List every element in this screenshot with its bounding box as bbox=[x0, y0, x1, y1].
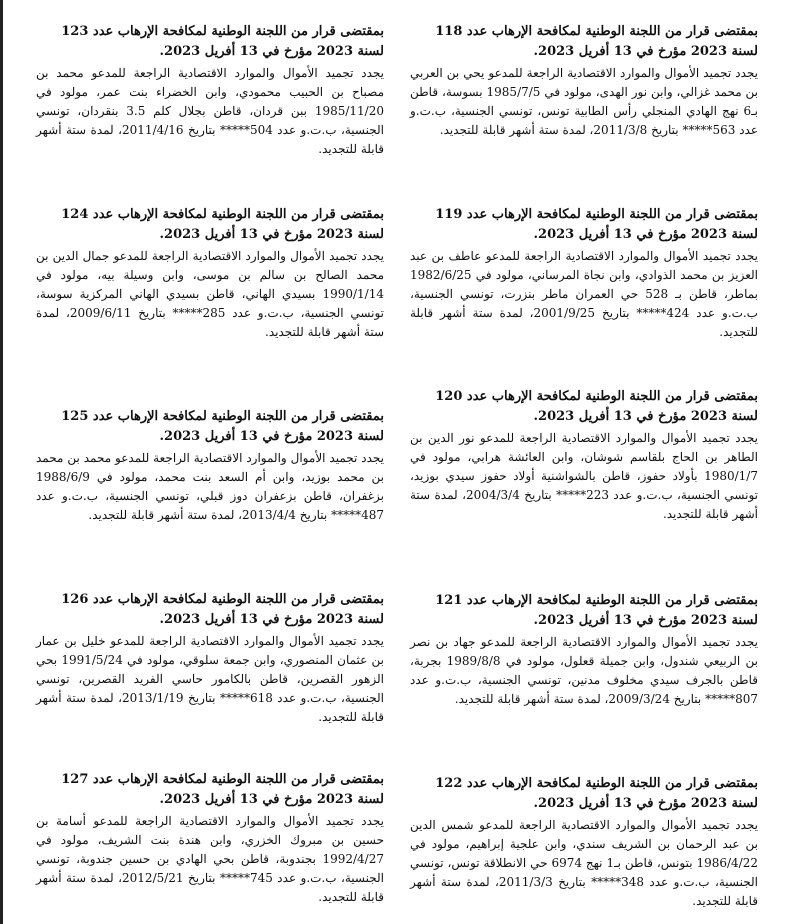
decision-heading: بمقتضى قرار من اللجنة الوطنية لمكافحة الإرهاب عدد 120 لسنة 2023 مؤرخ في 13 أفريل 2023. bbox=[435, 389, 758, 424]
decision-entry-125 bbox=[36, 407, 384, 525]
decision-body: يجدد تجميد الأموال والموارد الاقتصادية الراجعة للمدعو خليل بن عمار بن عثمان المنصوري، وابن جمعة سلوقي، مولود في 1991/5/24 بحي الزهور القصرين، قاطن بالكامور حاسي الفريد القصرين، تونسي الجنسية، ب.ت.و عدد 618***** بتاريخ 2013/1/19، لمدة ستة أشهر قابلة للتجديد. bbox=[36, 634, 385, 724]
decision-heading: بمقتضى قرار من اللجنة الوطنية لمكافحة الإرهاب عدد 124 لسنة 2023 مؤرخ في 13 أفريل 2023. bbox=[61, 207, 384, 242]
decision-entry-127 bbox=[36, 770, 384, 907]
decision-heading: بمقتضى قرار من اللجنة الوطنية لمكافحة الإرهاب عدد 119 لسنة 2023 مؤرخ في 13 أفريل 2023. bbox=[435, 207, 758, 242]
decision-entry-122 bbox=[410, 774, 758, 911]
decision-entry-123 bbox=[36, 22, 384, 159]
decision-body: يجدد تجميد الأموال والموارد الاقتصادية الراجعة للمدعو أسامة بن حسين بن مبروك الخزري، وابن هندة بنت الشريف، مولود في 1992/4/27 بجندوبة، قاطن بحي الهادي بن حسين جندوبة، تونسي الجنسية، ب.ت.و عدد 745***** بتاريخ 2012/5/21، لمدة ستة أشهر قابلة للتجديد. bbox=[36, 814, 384, 904]
decision-entry-120 bbox=[410, 387, 758, 524]
decision-body: يجدد تجميد الأموال والموارد الاقتصادية الراجعة للمدعو جهاد بن نصر بن الربيعي شندول، وابن جميلة قعلول، مولود في 1989/8/8 بجربة، قاطن بالجرف سيدي مخلوف مدنين، تونسي الجنسية، ب.ت.و عدد 807***** بتاريخ 2009/3/24، لمدة ستة أشهر قابلة للتجديد. bbox=[410, 635, 758, 706]
decision-heading: بمقتضى قرار من اللجنة الوطنية لمكافحة الإرهاب عدد 123 لسنة 2023 مؤرخ في 13 أفريل 2023. bbox=[61, 24, 384, 59]
decision-body: يجدد تجميد الأموال والموارد الاقتصادية الراجعة للمدعو شمس الدين بن عبد الرحمان بن الشريف سندي، وابن علجية إبراهيم، مولود في 1986/4/22 بتونس، قاطن بـ1 نهج 6974 حي الانطلاقة تونس، تونسي الجنسية، ب.ت.و عدد 348***** بتاريخ 2011/3/3، لمدة ستة أشهر قابلة للتجديد. bbox=[410, 818, 758, 908]
decision-body: يجدد تجميد الأموال والموارد الاقتصادية الراجعة للمدعو محمد بن مصباح بن الحبيب محمودي، وابن الخضراء بنت عمر، مولود في 1985/11/20 ببن قردان، قاطن بجلال كلم 3.5 بنقردان، تونسي الجنسية، ب.ت.و عدد 504***** بتاريخ 2011/4/16، لمدة ستة أشهر قابلة للتجديد. bbox=[36, 66, 384, 156]
decision-entry-119 bbox=[410, 205, 758, 342]
decision-body: يجدد تجميد الأموال والموارد الاقتصادية الراجعة للمدعو عاطف بن عبد العزيز بن محمد الذوادي، وابن نجاة المرساني، مولود في 1982/6/25 بماطر، قاطن بـ 528 حي العمران ماطر بنزرت، تونسي الجنسية، ب.ت.و عدد 424***** بتاريخ 2001/9/25، لمدة ستة أشهر قابلة للتجديد. bbox=[410, 249, 759, 339]
decision-heading: بمقتضى قرار من اللجنة الوطنية لمكافحة الإرهاب عدد 118 لسنة 2023 مؤرخ في 13 أفريل 2023. bbox=[435, 24, 758, 59]
decision-heading: بمقتضى قرار من اللجنة الوطنية لمكافحة الإرهاب عدد 125 لسنة 2023 مؤرخ في 13 أفريل 2023. bbox=[61, 409, 384, 444]
decision-body: يجدد تجميد الأموال والموارد الاقتصادية الراجعة للمدعو محمد بن محمد بن محمد بوزيد، وابن أم السعد بنت محمد، مولود في 1988/6/9 بزغفران، قاطن بزعفران دوز قبلي، تونسي الجنسية، ب.ت.و عدد 487***** بتاريخ 2013/4/4، لمدة ستة أشهر قابلة للتجديد. bbox=[36, 451, 384, 522]
decision-heading: بمقتضى قرار من اللجنة الوطنية لمكافحة الإرهاب عدد 121 لسنة 2023 مؤرخ في 13 أفريل 2023. bbox=[435, 593, 758, 628]
decision-heading: بمقتضى قرار من اللجنة الوطنية لمكافحة الإرهاب عدد 122 لسنة 2023 مؤرخ في 13 أفريل 2023. bbox=[435, 776, 758, 811]
page-edge-rule bbox=[0, 0, 3, 924]
decision-entry-121 bbox=[410, 591, 758, 709]
decision-entry-124 bbox=[36, 205, 384, 342]
decision-heading: بمقتضى قرار من اللجنة الوطنية لمكافحة الإرهاب عدد 127 لسنة 2023 مؤرخ في 13 أفريل 2023. bbox=[61, 772, 384, 807]
decision-entry-118 bbox=[410, 22, 758, 140]
decision-entry-126 bbox=[36, 590, 384, 727]
decision-heading: بمقتضى قرار من اللجنة الوطنية لمكافحة الإرهاب عدد 126 لسنة 2023 مؤرخ في 13 أفريل 2023. bbox=[61, 592, 384, 627]
decision-body: يجدد تجميد الأموال والموارد الاقتصادية الراجعة للمدعو يحي بن العربي بن محمد غزالي، وابن نور الهدى، مولود في 1985/7/5 بسوسة، قاطن بـ6 نهج الهادي المنجلي رأس الطابية تونس، تونسي الجنسية، ب.ت.و عدد 563***** بتاريخ 2011/3/8، لمدة ستة أشهر قابلة للتجديد. bbox=[410, 66, 759, 137]
decision-body: يجدد تجميد الأموال والموارد الاقتصادية الراجعة للمدعو نور الدين بن الطاهر بن الحاج بلقاسم شوشان، وابن العائشة هرابي، مولود في 1980/1/7 بأولاد حفوز، قاطن بالشواشنية أولاد حفوز سيدي بوزيد، تونسي الجنسية، ب.ت.و عدد 223***** بتاريخ 2004/3/4، لمدة ستة أشهر قابلة للتجديد. bbox=[410, 431, 758, 521]
decision-body: يجدد تجميد الأموال والموارد الاقتصادية الراجعة للمدعو جمال الدين بن محمد الصالح بن سالم بن موسى، وابن وسيلة بيه، مولود في 1990/1/14 بسيدي الهاني، قاطن بسيدي الهاني المركزية سوسة، تونسي الجنسية، ب.ت.و عدد 285***** بتاريخ 2009/6/11، لمدة ستة أشهر قابلة للتجديد. bbox=[36, 249, 384, 339]
